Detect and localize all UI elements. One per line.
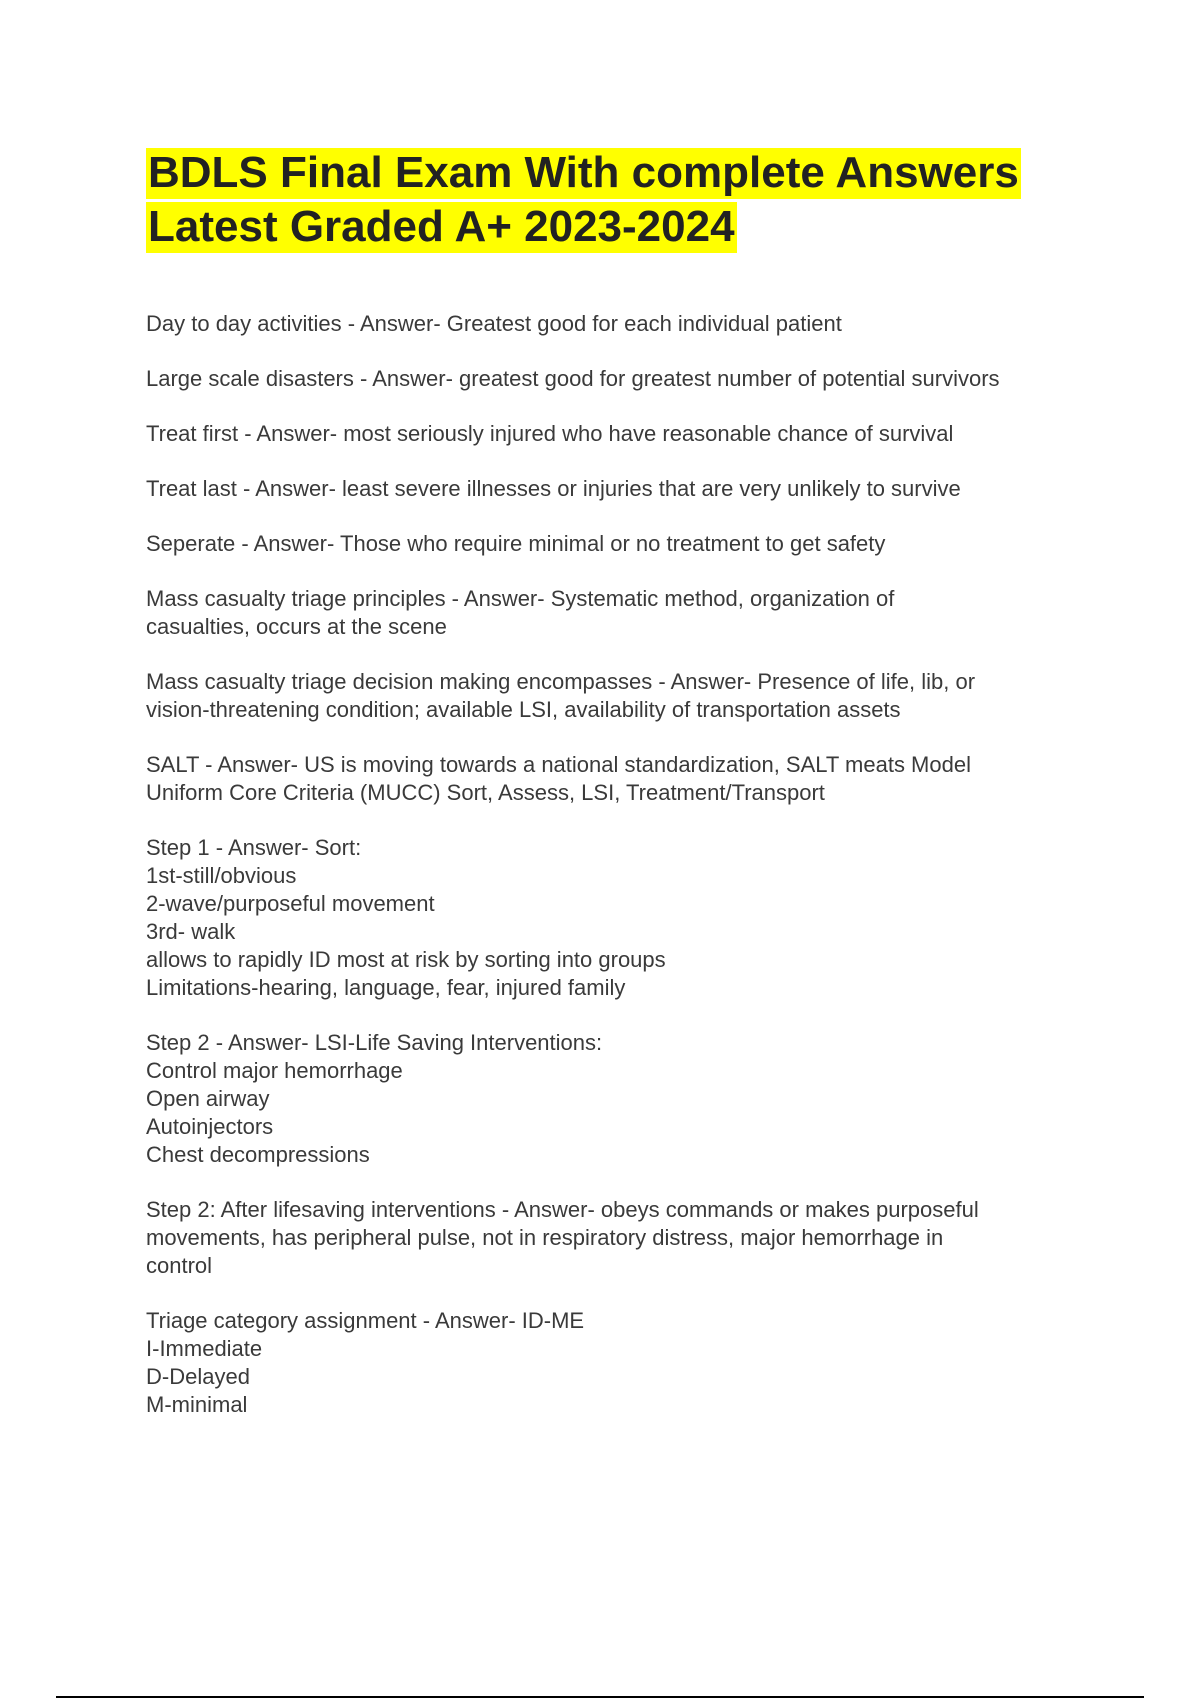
qa-line: casualties, occurs at the scene	[146, 614, 447, 639]
qa-line: Mass casualty triage decision making encompasses - Answer- Presence of life, lib, or	[146, 669, 976, 694]
qa-line: M-minimal	[146, 1392, 248, 1417]
qa-line: Open airway	[146, 1086, 270, 1111]
qa-line: Limitations-hearing, language, fear, injured family	[146, 975, 626, 1000]
qa-line: 2-wave/purposeful movement	[146, 891, 435, 916]
qa-item	[146, 834, 1106, 1002]
qa-line: I-Immediate	[146, 1336, 263, 1361]
qa-line: 3rd- walk	[146, 919, 236, 944]
qa-line: Seperate - Answer- Those who require minimal or no treatment to get safety	[146, 531, 886, 556]
qa-line: Autoinjectors	[146, 1114, 274, 1139]
qa-line: D-Delayed	[146, 1364, 250, 1389]
qa-item	[146, 365, 1106, 393]
qa-item	[146, 530, 1106, 558]
qa-line: SALT - Answer- US is moving towards a national standardization, SALT meats Model	[146, 752, 971, 777]
title-line-1: BDLS Final Exam With complete Answers	[148, 148, 1019, 197]
qa-item	[146, 475, 1106, 503]
qa-line: Step 2: After lifesaving interventions - Answer- obeys commands or makes purposeful	[146, 1197, 979, 1222]
qa-line: Chest decompressions	[146, 1142, 370, 1167]
title-highlight	[146, 148, 1021, 253]
qa-item	[146, 310, 1106, 338]
qa-line: Control major hemorrhage	[146, 1058, 403, 1083]
qa-line: allows to rapidly ID most at risk by sorting into groups	[146, 947, 666, 972]
page-bottom-divider	[56, 1696, 1144, 1698]
qa-line: Step 2 - Answer- LSI-Life Saving Interventions:	[146, 1030, 603, 1055]
qa-line: Treat first - Answer- most seriously injured who have reasonable chance of survival	[146, 421, 954, 446]
qa-line: movements, has peripheral pulse, not in respiratory distress, major hemorrhage in	[146, 1225, 944, 1250]
qa-item	[146, 420, 1106, 448]
qa-line: Triage category assignment - Answer- ID-ME	[146, 1308, 585, 1333]
qa-item	[146, 751, 1106, 807]
qa-line: Treat last - Answer- least severe illnesses or injuries that are very unlikely to survive	[146, 476, 961, 501]
qa-list	[146, 310, 1106, 1446]
qa-line: Day to day activities - Answer- Greatest good for each individual patient	[146, 311, 842, 336]
qa-item	[146, 585, 1106, 641]
page-title	[146, 146, 1106, 254]
qa-line: Step 1 - Answer- Sort:	[146, 835, 362, 860]
qa-line: vision-threatening condition; available LSI, availability of transportation assets	[146, 697, 901, 722]
qa-line: Mass casualty triage principles - Answer- Systematic method, organization of	[146, 586, 895, 611]
qa-line: Large scale disasters - Answer- greatest good for greatest number of potential survivors	[146, 366, 1000, 391]
qa-line: 1st-still/obvious	[146, 863, 297, 888]
qa-item	[146, 668, 1106, 724]
qa-item	[146, 1307, 1106, 1419]
qa-line: control	[146, 1253, 213, 1278]
qa-item	[146, 1196, 1106, 1280]
qa-line: Uniform Core Criteria (MUCC) Sort, Assess, LSI, Treatment/Transport	[146, 780, 825, 805]
qa-item	[146, 1029, 1106, 1169]
title-line-2: Latest Graded A+ 2023-2024	[148, 202, 735, 251]
